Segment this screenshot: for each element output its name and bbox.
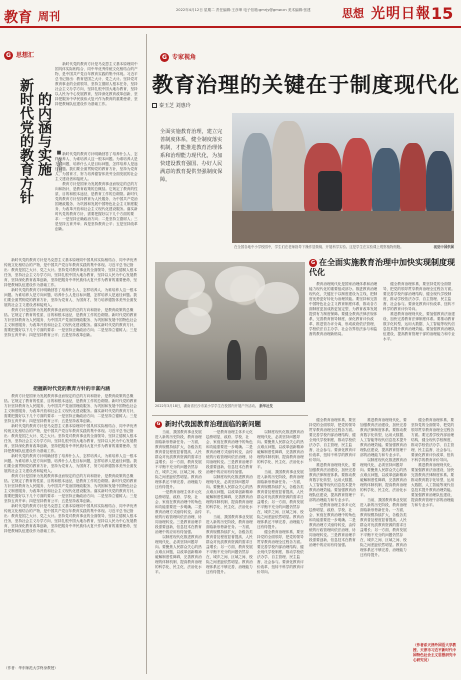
- left-paragraph-a: 新时代党的教育方针是马克思主义基本原理同中国具体实际相结合、同中华优秀传统文化相结合的产物，是中国共产党百年教育实践的集中体现。习近平总书记指出：教育是国之大计、党之大计。坚持党对教育事业的全面领导，坚持立德树人根本任务，坚持社会主义办学方向，坚持扎根中国大地办教育，坚持以人民为中心发展教育，坚持深化教育改革创新，坚持把服务中华民族伟大复兴作为教育的重要使命，坚持把教师队伍建设作为基础工作。: [55, 62, 138, 106]
- lab-photo: [232, 113, 454, 243]
- main-tag-dot-icon: G: [160, 53, 169, 62]
- main-headline: 教育治理的关键在于制度现代化: [152, 72, 460, 97]
- lab-photo-caption-text: 在全国各地中小学校园中，学生们在老师指导下操作显微镜、开展科学实验。这是学生在实验课上观察植物细胞。: [234, 245, 404, 249]
- article-col5-p2: 以制度现代化推进教育治理现代化，必须坚持问题导向。要聚焦人民群众关心的热点难点问题，以改革创新精神破解制度性障碍，完善教育治理的体制机制，提高教育治理的科学化、民主化、法治化水平。: [360, 458, 407, 497]
- photo-blossom: [165, 270, 205, 300]
- photo-blossom: [175, 307, 211, 335]
- campus-photo-credit: 新华社发: [259, 404, 273, 408]
- article-col2-p1: 一是教育治理主体多元化趋势明显，政府、学校、社会、家庭在教育治理中的角色和功能需要进一步明确。二是教育治理方式亟待转变，由传统的行政管理向依法治理、协同治理转变。三是教育治理手段需要创新，信息技术在教育治理中的应用有待加强。: [206, 430, 253, 474]
- side-headline: [309, 258, 457, 278]
- left-paragraph-bottom-1: 教育方针是国家为发展教育事业而规定的总的方向和指针，是教育政策的总概括。它规定了教育的性质、目的和根本途径，是教育工作的总纲领。新时代党的教育方针坚持教育为人民服务、为中国共产党治国理政服务、为巩固和发展中国特色社会主义制度服务、为改革开放和社会主义现代化建设服务。落实新时代党的教育方针，需要把握好以下几个方面的要求：一是坚持正确政治方向；二是坚持立德树人；三是坚持五育并举；四是坚持教育公平；五是坚持改革创新。: [4, 394, 137, 423]
- section-subtitle: 周刊: [38, 10, 60, 23]
- photo-figure: [227, 340, 241, 380]
- header-rule: [0, 26, 461, 28]
- left-body-top: [55, 62, 139, 152]
- section-headline: [155, 419, 305, 428]
- left-tag-label: 思想汇: [16, 52, 35, 59]
- left-column-tag: [4, 50, 34, 62]
- tag-dot-icon: G: [4, 51, 13, 60]
- article-col1-p2: 一是教育治理主体多元化趋势明显，政府、学校、社会、家庭在教育治理中的角色和功能需要进一步明确。二是教育治理方式亟待转变，由传统的行政管理向依法治理、协同治理转变。三是教育治理手段需要创新，信息技术在教育治理中的应用有待加强。: [155, 490, 202, 534]
- section-rule: [152, 415, 308, 416]
- photo-figure: [372, 148, 400, 213]
- side-headline-text: 在全面实施教育治理中加快实现制度现代化: [309, 258, 455, 277]
- photo-figure: [242, 133, 272, 213]
- article-col6-p1: 健全教育治理体系，要坚持党的全面领导，把党的领导贯穿教育治理全过程各方面。要完善学校内部治理结构，健全现代学校制度，推动学校依法办学、自主管理、民主监督、社会参与。要深化教育评价改革，扭转不科学的教育评价导向。: [411, 418, 455, 462]
- article-col5-p3: 当前，我国教育事业发展进入新的历史阶段，教育治理面临新形势新任务。一方面，教育规模持续扩大，各级各类教育普及程度显著提高，人民群众对优质教育资源的需求日益增长；另一方面，教育发展不平衡不充分的问题仍然存在，城乡之间、区域之间、校际之间差距依然明显。教育治理体系还不够完善，治理能力还有待提升。: [360, 498, 407, 557]
- left-body-bottom: [4, 394, 139, 664]
- article-col4-p1: 健全教育治理体系，要坚持党的全面领导，把党的领导贯穿教育治理全过程各方面。要完善学校内部治理结构，健全现代学校制度，推动学校依法办学、自主管理、民主监督、社会参与。要深化教育评价改革，扭转不科学的教育评价导向。: [309, 418, 356, 462]
- article-col1: [155, 430, 203, 676]
- side-body-col2: [383, 282, 455, 412]
- article-col4: [309, 418, 357, 676]
- lab-photo-caption: [234, 245, 454, 250]
- left-paragraph-bottom-2: 新时代党的教育方针是马克思主义基本原理同中国具体实际相结合、同中华优秀传统文化相结合的产物，是中国共产党百年教育实践的集中体现。习近平总书记指出：教育是国之大计、党之大计。坚持党对教育事业的全面领导，坚持立德树人根本任务，坚持社会主义办学方向，坚持扎根中国大地办教育，坚持以人民为中心发展教育，坚持深化教育改革创新，坚持把服务中华民族伟大复兴作为教育的重要使命，坚持把教师队伍建设作为基础工作。: [4, 424, 137, 453]
- photo-figure: [400, 143, 426, 213]
- campus-photo: [155, 262, 305, 402]
- left-paragraph-wide-c: 教育方针是国家为发展教育事业而规定的总的方向和指针，是教育政策的总概括。它规定了教育的性质、目的和根本途径，是教育工作的总纲领。新时代党的教育方针坚持教育为人民服务、为中国共产党治国理政服务、为巩固和发展中国特色社会主义制度服务、为改革开放和社会主义现代化建设服务。落实新时代党的教育方针，需要把握好以下几个方面的要求：一是坚持正确政治方向；二是坚持立德树人；三是坚持五育并举；四是坚持教育公平；五是坚持改革创新。: [4, 308, 137, 337]
- article-col2-p3: 当前，我国教育事业发展进入新的历史阶段，教育治理面临新形势新任务。一方面，教育规模持续扩大，各级各类教育普及程度显著提高，人民群众对优质教育资源的需求日益增长；另一方面，教育发展不平衡不充分的问题仍然存在，城乡之间、区域之间、校际之间差距依然明显。教育治理体系还不够完善，治理能力还有待提升。: [206, 515, 253, 574]
- left-paragraph-bottom-3: 新时代党的教育方针明确回答了培养什么人、怎样培养人、为谁培养人这一根本问题。为谁培养人是方向问题，培养什么人是目标问题，怎样培养人是途径问题。我们要全面贯彻党的教育方针，坚持为党育人、为国育才，努力培养德智体美劳全面发展的社会主义建设者和接班人。: [4, 454, 137, 473]
- left-paragraph-wide-a: 新时代党的教育方针是马克思主义基本原理同中国具体实际相结合、同中华优秀传统文化相结合的产物，是中国共产党百年教育实践的集中体现。习近平总书记指出：教育是国之大计、党之大计。坚持党对教育事业的全面领导，坚持立德树人根本任务，坚持社会主义办学方向，坚持扎根中国大地办教育，坚持以人民为中心发展教育，坚持深化教育改革创新，坚持把服务中华民族伟大复兴作为教育的重要使命，坚持把教师队伍建设作为基础工作。: [4, 258, 137, 287]
- newspaper-logo: 光明日報: [371, 6, 431, 22]
- side-head-dot-icon: G: [310, 259, 316, 266]
- author-bio: （作者系天津外国语大学教授、天津市习近平新时代中国特色社会主义思想研究中心研究员）: [413, 643, 457, 662]
- campus-photo-caption-text: 2022年3月18日，湖南省长沙市某小学学生在校园内开展户外活动。: [155, 404, 259, 408]
- left-paragraph-bottom-5: 新时代党的教育方针是马克思主义基本原理同中国具体实际相结合、同中华优秀传统文化相结合的产物，是中国共产党百年教育实践的集中体现。习近平总书记指出：教育是国之大计、党之大计。坚持党对教育事业的全面领导，坚持立德树人根本任务，坚持社会主义办学方向，坚持扎根中国大地办教育，坚持以人民为中心发展教育，坚持深化教育改革创新，坚持把服务中华民族伟大复兴作为教育的重要使命，坚持把教师队伍建设作为基础工作。: [4, 504, 137, 533]
- article-col2: [206, 430, 254, 676]
- article-col6: [411, 418, 457, 640]
- left-paragraph-c-top: 教育方针是国家为发展教育事业而规定的总的方向和指针，是教育政策的总概括。它规定了教育的性质、目的和根本途径，是教育工作的总纲领。新时代党的教育方针坚持教育为人民服务、为中国共产党治国理政服务、为巩固和发展中国特色社会主义制度服务、为改革开放和社会主义现代化建设服务。落实新时代党的教育方针，需要把握好以下几个方面的要求：一是坚持正确政治方向；二是坚持立德树人；三是坚持五育并举；四是坚持教育公平；五是坚持改革创新。: [55, 182, 138, 231]
- campus-photo-caption: [155, 404, 305, 409]
- article-col1-p1: 当前，我国教育事业发展进入新的历史阶段，教育治理面临新形势新任务。一方面，教育规模持续扩大，各级各类教育普及程度显著提高，人民群众对优质教育资源的需求日益增长；另一方面，教育发展不平衡不充分的问题仍然存在，城乡之间、区域之间、校际之间差距依然明显。教育治理体系还不够完善，治理能力还有待提升。: [155, 430, 202, 489]
- issue-meta: 2022年4月12日 星期二 责任编辑:王彦坤 电子信箱:gmrjy@gmw.cn 美术编辑:张建: [176, 8, 311, 12]
- article-col3: [257, 430, 305, 676]
- photo-figure: [342, 138, 372, 213]
- page-header: [0, 0, 461, 30]
- left-body-wide: [4, 258, 139, 382]
- article-col4-p2: 推进教育治理现代化，要加强教育法治建设，加快完善教育法律制度体系。要推动教育数字化转型，运用大数据、人工智能等现代信息技术提升教育治理效能。要加强教育治理队伍建设，提高教育管理干部的治理能力和专业水平。: [309, 463, 356, 502]
- side-paragraph-1: 教育治理现代化是国家治理体系和治理能力现代化的重要组成部分。推进教育治理现代化，关键在于以制度建设为主线，把制度优势更好转化为治理效能。要坚持和完善中国特色社会主义教育制度体系，推动各方面制度更加成熟更加定型，为教育改革发展提供有力制度保障。要健全教育法律法规体系，完善教育督导制度，深化教育评价改革，推进管办评分离，形成政府依法管理、学校依法自主办学、社会各界依法参与和监督的教育治理新格局。: [309, 282, 378, 336]
- side-paragraph-2: 健全教育治理体系，要坚持党的全面领导，把党的领导贯穿教育治理全过程各方面。要完善学校内部治理结构，健全现代学校制度，推动学校依法办学、自主管理、民主监督、社会参与。要深化教育评价改革，扭转不科学的教育评价导向。: [383, 282, 455, 311]
- main-author: [152, 102, 191, 109]
- article-col5-p1: 推进教育治理现代化，要加强教育法治建设，加快完善教育法律制度体系。要推动教育数字化转型，运用大数据、人工智能等现代信息技术提升教育治理效能。要加强教育治理队伍建设，提高教育管理干部的治理能力和专业水平。: [360, 418, 407, 457]
- photo-table: [232, 211, 454, 243]
- pull-quote: 全面实施教育治理，建立完善制度体系，健全制度落实机制，才能推进教育治理体系和治理能力现代化，为加快建设教育强国、办好人民满意的教育提供坚强制度保障。: [160, 129, 223, 183]
- lab-photo-credit: 视觉中国供图: [433, 245, 454, 249]
- article-col5: [360, 418, 408, 676]
- photo-figure: [426, 151, 452, 213]
- photo-figure: [272, 121, 306, 213]
- main-column-tag: [160, 52, 196, 64]
- left-headline-line1: 新时代党的教育方针: [18, 78, 34, 204]
- page-number: 15: [431, 4, 454, 23]
- author-marker-icon: [152, 103, 157, 108]
- article-col6-p2: 推进教育治理现代化，要加强教育法治建设，加快完善教育法律制度体系。要推动教育数字化转型，运用大数据、人工智能等现代信息技术提升教育治理效能。要加强教育治理队伍建设，提高教育管理干部的治理能力和专业水平。: [411, 463, 455, 507]
- column-divider: [146, 34, 147, 674]
- left-paragraph-b: 新时代党的教育方针明确回答了培养什么人、怎样培养人、为谁培养人这一根本问题。为谁培养人是方向问题，培养什么人是目标问题，怎样培养人是途径问题。我们要全面贯彻党的教育方针，坚持为党育人、为国育才，努力培养德智体美劳全面发展的社会主义建设者和接班人。: [55, 152, 138, 181]
- left-author: ■ 袁振国: [56, 150, 62, 173]
- section-headline-text: 新时代我国教育治理面临的新问题: [165, 420, 261, 428]
- photo-microscope: [318, 171, 342, 211]
- article-col3-p2: 当前，我国教育事业发展进入新的历史阶段，教育治理面临新形势新任务。一方面，教育规模持续扩大，各级各类教育普及程度显著提高，人民群众对优质教育资源的需求日益增长；另一方面，教育发展不平衡不充分的问题仍然存在，城乡之间、区域之间、校际之间差距依然明显。教育治理体系还不够完善，治理能力还有待提升。: [257, 470, 304, 529]
- article-col4-p3: 一是教育治理主体多元化趋势明显，政府、学校、社会、家庭在教育治理中的角色和功能需要进一步明确。二是教育治理方式亟待转变，由传统的行政管理向依法治理、协同治理转变。三是教育治理手段需要创新，信息技术在教育治理中的应用有待加强。: [309, 503, 356, 547]
- main-tag-label: 专家视角: [172, 54, 197, 61]
- left-paragraph-bottom-4: 教育方针是国家为发展教育事业而规定的总的方向和指针，是教育政策的总概括。它规定了教育的性质、目的和根本途径，是教育工作的总纲领。新时代党的教育方针坚持教育为人民服务、为中国共产党治国理政服务、为巩固和发展中国特色社会主义制度服务、为改革开放和社会主义现代化建设服务。落实新时代党的教育方针，需要把握好以下几个方面的要求：一是坚持正确政治方向；二是坚持立德树人；三是坚持五育并举；四是坚持教育公平；五是坚持改革创新。: [4, 474, 137, 503]
- article-col2-p2: 以制度现代化推进教育治理现代化，必须坚持问题导向。要聚焦人民群众关心的热点难点问题，以改革创新精神破解制度性障碍，完善教育治理的体制机制，提高教育治理的科学化、民主化、法治化水平。: [206, 475, 253, 514]
- section-head-dot-icon: G: [156, 421, 161, 427]
- right-section-title: 思想: [342, 7, 364, 20]
- left-headline-line2: 的内涵与实施: [36, 92, 52, 176]
- main-author-names: 秦玉芝 刘惠玲: [159, 103, 191, 109]
- left-paragraph-wide-b: 新时代党的教育方针明确回答了培养什么人、怎样培养人、为谁培养人这一根本问题。为谁培养人是方向问题，培养什么人是目标问题，怎样培养人是途径问题。我们要全面贯彻党的教育方针，坚持为党育人、为国育才，努力培养德智体美劳全面发展的社会主义建设者和接班人。: [4, 288, 137, 307]
- article-col3-p3: 健全教育治理体系，要坚持党的全面领导，把党的领导贯穿教育治理全过程各方面。要完善学校内部治理结构，健全现代学校制度，推动学校依法办学、自主管理、民主监督、社会参与。要深化教育评价改革，扭转不科学的教育评价导向。: [257, 530, 304, 574]
- article-col3-p1: 以制度现代化推进教育治理现代化，必须坚持问题导向。要聚焦人民群众关心的热点难点问题，以改革创新精神破解制度性障碍，完善教育治理的体制机制，提高教育治理的科学化、民主化、法治化水平。: [257, 430, 304, 469]
- left-subhead: 把握新时代党的教育方针的丰富内涵: [33, 387, 110, 392]
- side-body-col1: [309, 282, 379, 412]
- photo-figure: [255, 346, 267, 380]
- article-col1-p3: 以制度现代化推进教育治理现代化，必须坚持问题导向。要聚焦人民群众关心的热点难点问题，以改革创新精神破解制度性障碍，完善教育治理的体制机制，提高教育治理的科学化、民主化、法治化水平。: [155, 535, 202, 574]
- section-title: 教育: [4, 10, 32, 26]
- left-footer-note: （作者：华东师范大学终身教授）: [4, 666, 58, 670]
- side-paragraph-3: 推进教育治理现代化，要加强教育法治建设，加快完善教育法律制度体系。要推动教育数字化转型，运用大数据、人工智能等现代信息技术提升教育治理效能。要加强教育治理队伍建设，提高教育管理干部的治理能力和专业水平。: [383, 312, 455, 341]
- left-body-mid: [55, 152, 139, 252]
- photo-blossom: [255, 282, 299, 314]
